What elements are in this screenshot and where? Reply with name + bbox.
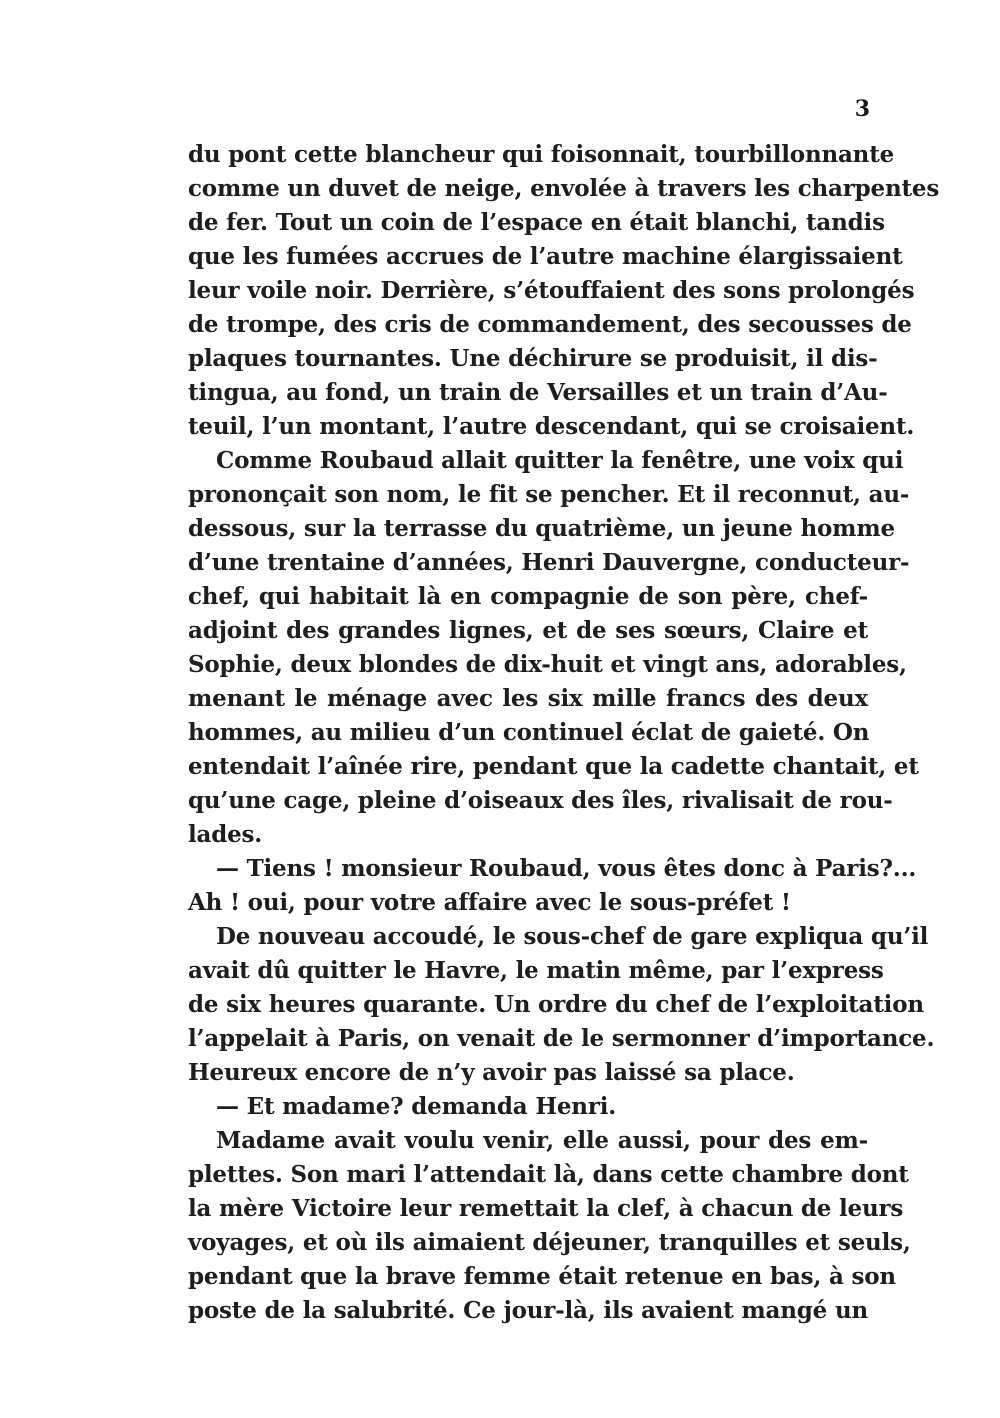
text-line: prononçait son nom, le fit se pencher. Et il reconnut, au- xyxy=(188,481,910,508)
text-line: leur voile noir. Derrière, s’étouffaient des sons prolongés xyxy=(188,277,915,304)
text-line: comme un duvet de neige, envolée à travers les charpentes xyxy=(188,175,940,202)
text-line: plaques tournantes. Une déchirure se produisit, il dis- xyxy=(188,345,878,372)
text-line: adjoint des grandes lignes, et de ses sœurs, Claire et xyxy=(188,617,868,644)
text-line: poste de la salubrité. Ce jour-là, ils avaient mangé un xyxy=(188,1297,868,1324)
text-line: — Et madame? demanda Henri. xyxy=(216,1093,617,1120)
text-line: Madame avait voulu venir, elle aussi, pour des em- xyxy=(216,1127,868,1154)
text-line: Comme Roubaud allait quitter la fenêtre, une voix qui xyxy=(216,447,904,474)
text-line: du pont cette blancheur qui foisonnait, tourbillonnante xyxy=(188,141,895,168)
text-line: que les fumées accrues de l’autre machine élargissaient xyxy=(188,243,903,270)
text-line: De nouveau accoudé, le sous-chef de gare expliqua qu’il xyxy=(216,923,929,950)
text-line: plettes. Son mari l’attendait là, dans cette chambre dont xyxy=(188,1161,909,1188)
page-number: 3 xyxy=(854,96,870,122)
text-line: menant le ménage avec les six mille francs des deux xyxy=(188,685,868,712)
text-line: chef, qui habitait là en compagnie de son père, chef- xyxy=(188,583,868,610)
text-line: Ah ! oui, pour votre affaire avec le sous-préfet ! xyxy=(188,889,791,916)
text-line: dessous, sur la terrasse du quatrième, un jeune homme xyxy=(188,515,895,542)
body-text xyxy=(188,138,940,1328)
text-line: de fer. Tout un coin de l’espace en était blanchi, tandis xyxy=(188,209,885,236)
text-line: pendant que la brave femme était retenue en bas, à son xyxy=(188,1263,896,1290)
text-line: Sophie, deux blondes de dix-huit et vingt ans, adorables, xyxy=(188,651,907,678)
text-line: entendait l’aînée rire, pendant que la cadette chantait, et xyxy=(188,753,919,780)
text-line: lades. xyxy=(188,821,263,848)
text-line: qu’une cage, pleine d’oiseaux des îles, rivalisait de rou- xyxy=(188,787,893,814)
text-line: l’appelait à Paris, on venait de le sermonner d’importance. xyxy=(188,1025,935,1052)
text-line: — Tiens ! monsieur Roubaud, vous êtes donc à Paris?... xyxy=(216,855,917,882)
text-line: la mère Victoire leur remettait la clef, à chacun de leurs xyxy=(188,1195,904,1222)
text-line: Heureux encore de n’y avoir pas laissé sa place. xyxy=(188,1059,795,1086)
text-line: de trompe, des cris de commandement, des secousses de xyxy=(188,311,912,338)
text-line: avait dû quitter le Havre, le matin même, par l’express xyxy=(188,957,884,984)
text-line: d’une trentaine d’années, Henri Dauvergne, conducteur- xyxy=(188,549,910,576)
text-line: tingua, au fond, un train de Versailles et un train d’Au- xyxy=(188,379,888,406)
text-line: voyages, et où ils aimaient déjeuner, tranquilles et seuls, xyxy=(188,1229,911,1256)
text-line: teuil, l’un montant, l’autre descendant, qui se croisaient. xyxy=(188,413,915,440)
text-line: hommes, au milieu d’un continuel éclat de gaieté. On xyxy=(188,719,870,746)
text-line: de six heures quarante. Un ordre du chef de l’exploitation xyxy=(188,991,924,1018)
